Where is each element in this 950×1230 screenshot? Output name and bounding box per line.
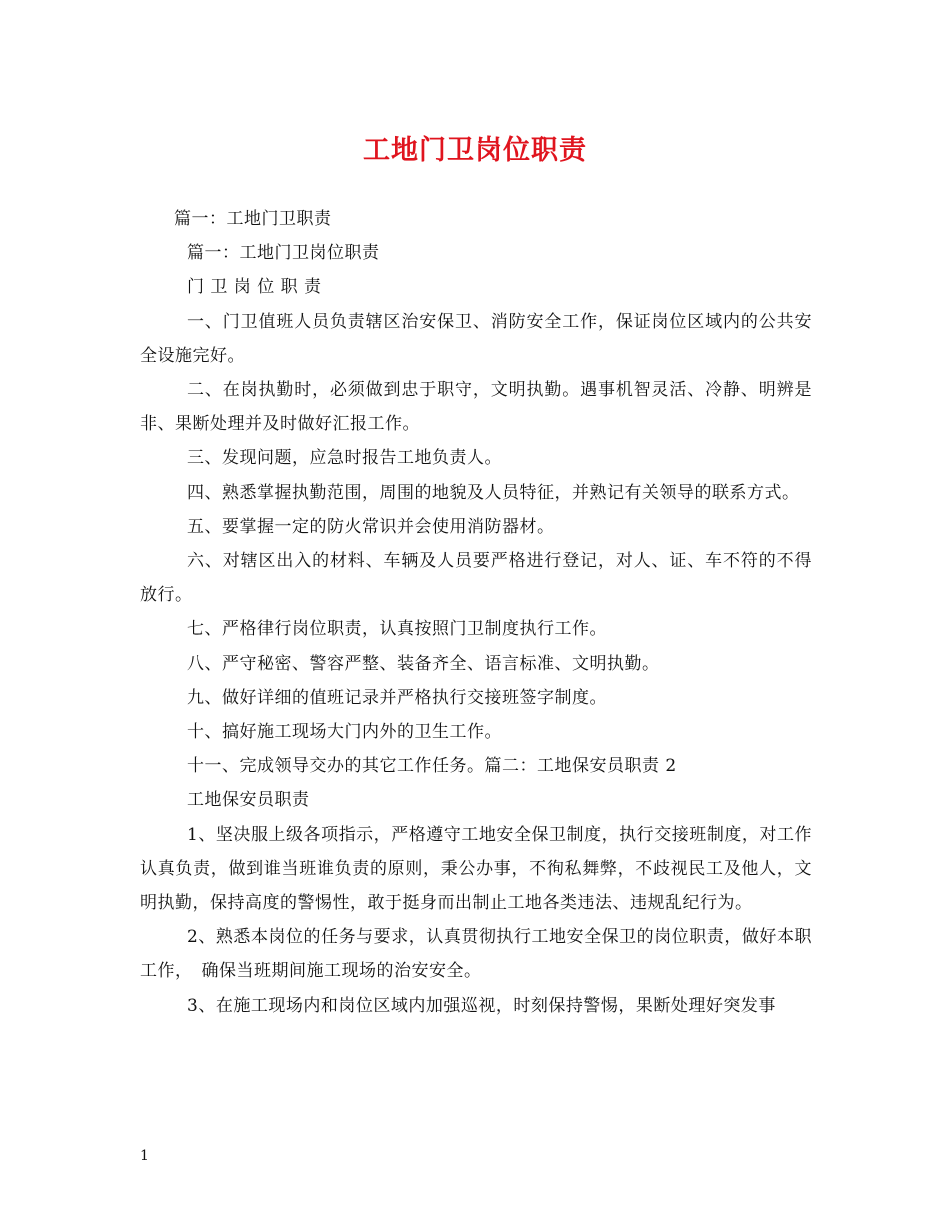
paragraph: 六、对辖区出入的材料、车辆及人员要严格进行登记，对人、证、车不符的不得放行。 <box>140 551 812 606</box>
paragraph: 二、在岗执勤时，必须做到忠于职守，文明执勤。遇事机智灵活、冷静、明辨是非、果断处理并及时做好汇报工作。 <box>140 380 812 435</box>
page-number: 1 <box>140 1148 149 1164</box>
document-title: 工地门卫岗位职责 <box>363 135 587 166</box>
paragraph: 十一、完成领导交办的其它工作任务。篇二：工地保安员职责 2 <box>187 756 677 777</box>
paragraph: 四、熟悉掌握执勤范围，周围的地貌及人员特征，并熟记有关领导的联系方式。 <box>187 482 800 503</box>
paragraph-section-heading: 篇一：工地门卫职责 <box>174 209 332 229</box>
paragraph: 十、搞好施工现场大门内外的卫生工作。 <box>187 722 502 743</box>
paragraph: 3、在施工现场内和岗位区域内加强巡视，时刻保持警惕，果断处理好突发事 <box>187 995 776 1016</box>
paragraph-heading: 工地保安员职责 <box>187 790 310 811</box>
document-body <box>140 202 812 1023</box>
paragraph: 三、发现问题，应急时报告工地负责人。 <box>187 448 502 469</box>
paragraph-spaced-heading: 门 卫 岗 位 职 责 <box>187 277 322 298</box>
paragraph: 九、做好详细的值班记录并严格执行交接班签字制度。 <box>187 687 607 708</box>
paragraph-subheading: 篇一：工地门卫岗位职责 <box>187 243 380 264</box>
paragraph: 1、坚决服上级各项指示，严格遵守工地安全保卫制度，执行交接班制度，对工作认真负责，做到谁当班谁负责的原则，秉公办事，不徇私舞弊，不歧视民工及他人，文明执勤，保持高度的警惕性，敢于挺身而出制止工地各类违法、违规乱纪行为。 <box>140 824 812 914</box>
paragraph: 八、严守秘密、警容严整、装备齐全、语言标准、文明执勤。 <box>187 653 660 674</box>
paragraph: 七、严格律行岗位职责，认真按照门卫制度执行工作。 <box>187 619 607 640</box>
paragraph: 2、熟悉本岗位的任务与要求，认真贯彻执行工地安全保卫的岗位职责，做好本职工作， 确保当班期间施工现场的治安安全。 <box>140 927 812 982</box>
paragraph: 一、门卫值班人员负责辖区治安保卫、消防安全工作，保证岗位区域内的公共安全设施完好。 <box>140 311 812 366</box>
paragraph: 五、要掌握一定的防火常识并会使用消防器材。 <box>187 516 555 537</box>
